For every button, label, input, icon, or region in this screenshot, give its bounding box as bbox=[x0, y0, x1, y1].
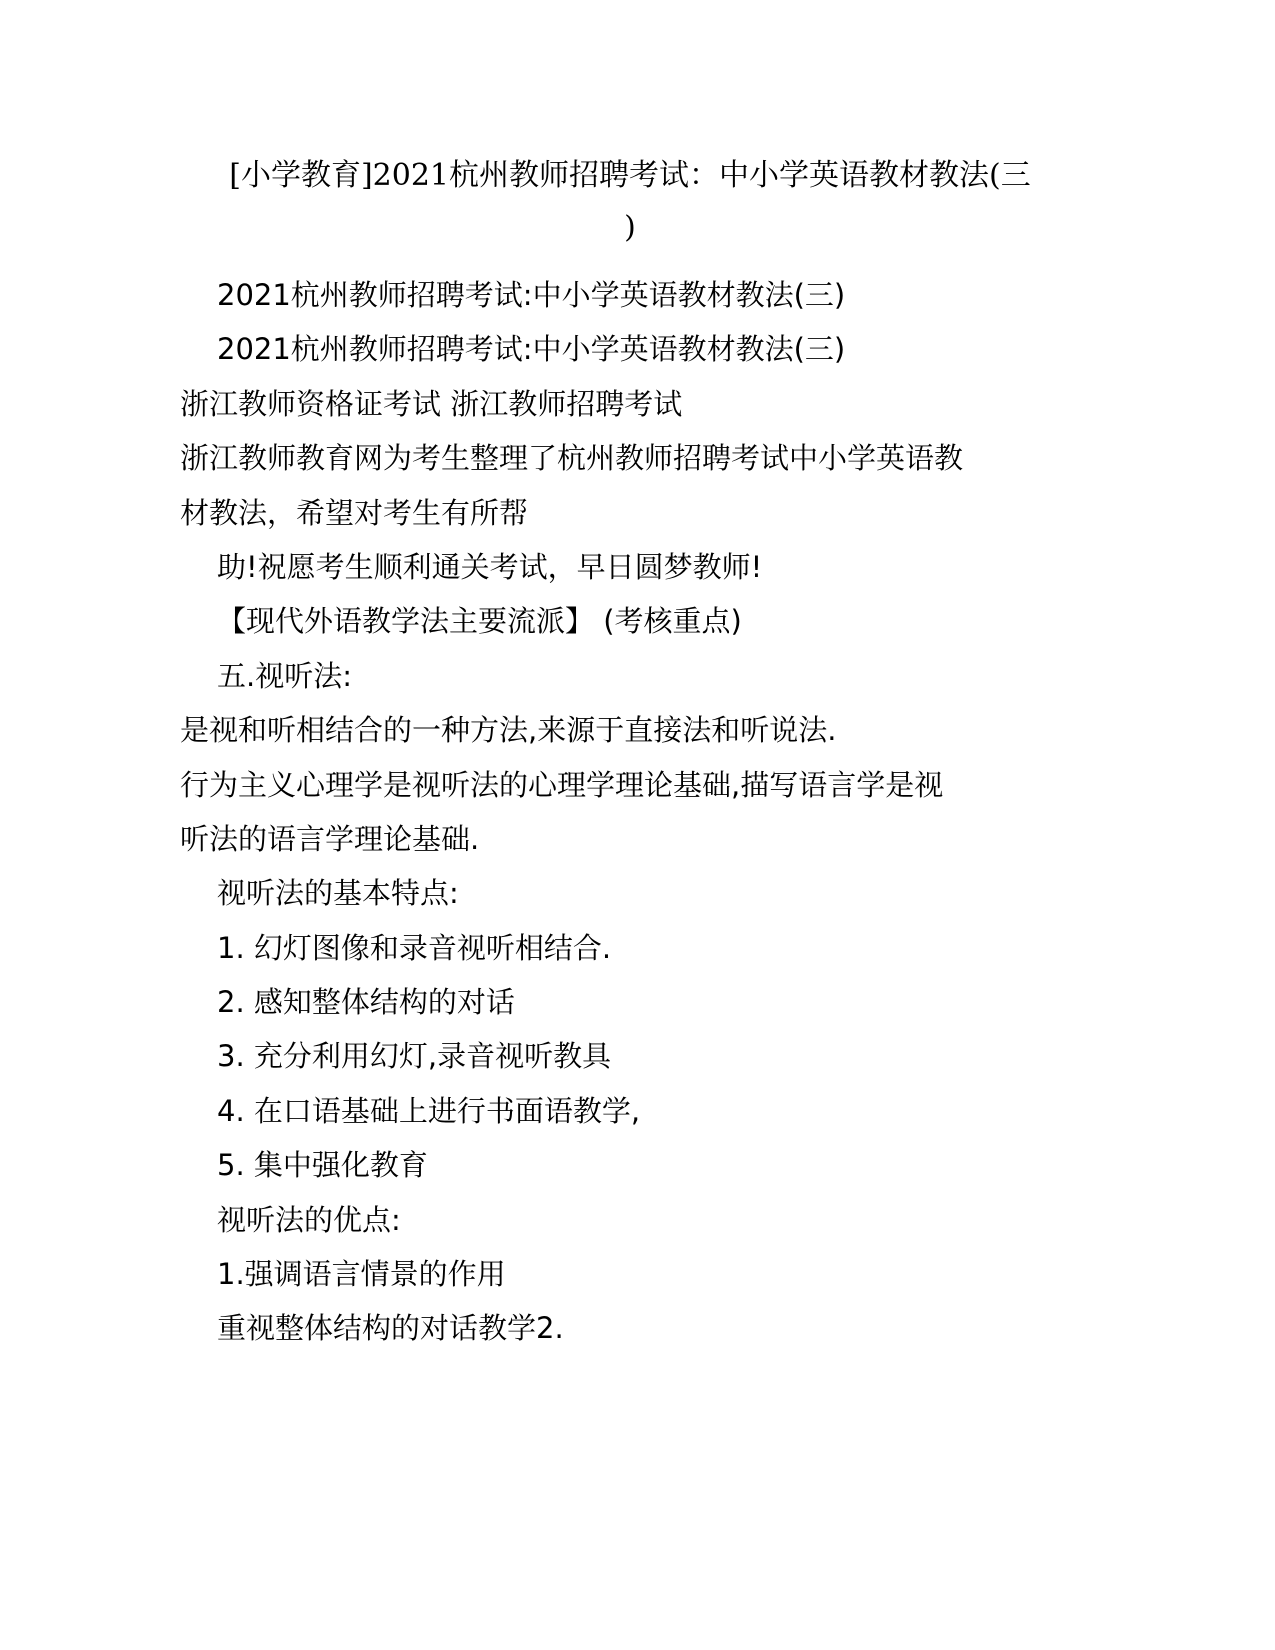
intro-line: 浙江教师教育网为考生整理了杭州教师招聘考试中小学英语教 bbox=[180, 441, 964, 476]
intro-line: 材教法，希望对考生有所帮 bbox=[180, 495, 529, 530]
list-item: 4. 在口语基础上进行书面语教学, bbox=[217, 1093, 641, 1128]
document-title bbox=[180, 150, 1080, 254]
section-heading: 【现代外语教学法主要流派】 (考核重点) bbox=[217, 604, 742, 639]
method-heading: 五.视听法: bbox=[217, 658, 352, 693]
document-body bbox=[180, 268, 1080, 1356]
list-item: 1.强调语言情景的作用 bbox=[217, 1257, 506, 1292]
paragraph-line: 是视和听相结合的一种方法,来源于直接法和听说法. bbox=[180, 713, 837, 748]
paragraph-line: 听法的语言学理论基础. bbox=[180, 821, 480, 856]
subtitle-line: 2021杭州教师招聘考试:中小学英语教材教法(三) bbox=[217, 278, 846, 312]
advantages-heading: 视听法的优点: bbox=[217, 1202, 401, 1237]
subtitle-line-repeat: 2021杭州教师招聘考试:中小学英语教材教法(三) bbox=[217, 332, 846, 367]
list-item: 3. 充分利用幻灯,录音视听教具 bbox=[217, 1039, 612, 1074]
title-line-2: ) bbox=[624, 210, 636, 245]
list-item: 2. 感知整体结构的对话 bbox=[217, 985, 515, 1020]
features-heading: 视听法的基本特点: bbox=[217, 876, 459, 911]
paragraph-line: 行为主义心理学是视听法的心理学理论基础,描写语言学是视 bbox=[180, 767, 944, 802]
list-item: 1. 幻灯图像和录音视听相结合. bbox=[217, 930, 612, 965]
list-item: 重视整体结构的对话教学2. bbox=[217, 1311, 564, 1346]
title-line-1: [小学教育]2021杭州教师招聘考试：中小学英语教材教法(三 bbox=[229, 158, 1031, 193]
intro-line: 助!祝愿考生顺利通关考试，早日圆梦教师! bbox=[217, 549, 763, 584]
tag-line: 浙江教师资格证考试 浙江教师招聘考试 bbox=[180, 386, 683, 421]
list-item: 5. 集中强化教育 bbox=[217, 1148, 428, 1183]
